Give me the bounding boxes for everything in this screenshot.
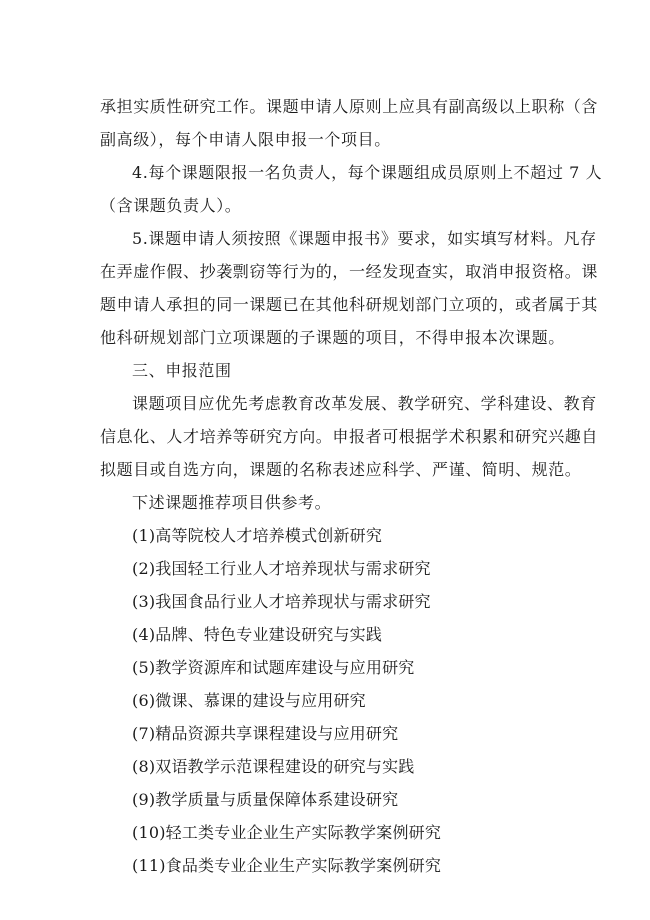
paragraph-line: 题申请人承担的同一课题已在其他科研规划部门立项的，或者属于其 — [100, 295, 599, 314]
topic-item: (10)轻工类专业企业生产实际教学案例研究 — [132, 823, 442, 842]
paragraph-line: 承担实质性研究工作。课题申请人原则上应具有副高级以上职称（含 — [100, 97, 599, 116]
paragraph-line: 他科研规划部门立项课题的子课题的项目，不得申报本次课题。 — [100, 328, 565, 347]
topic-item: (2)我国轻工行业人才培养现状与需求研究 — [132, 559, 431, 578]
paragraph-line: 拟题目或自选方向，课题的名称表述应科学、严谨、简明、规范。 — [100, 460, 582, 479]
topic-item: (11)食品类专业企业生产实际教学案例研究 — [132, 856, 442, 875]
topic-item: (8)双语教学示范课程建设的研究与实践 — [132, 757, 415, 776]
paragraph-line: 信息化、人才培养等研究方向。申报者可根据学术积累和研究兴趣自 — [100, 427, 599, 446]
paragraph-line: 4.每个课题限报一名负责人，每个课题组成员原则上不超过 7 人 — [132, 163, 603, 182]
topic-item: (4)品牌、特色专业建设研究与实践 — [132, 625, 383, 644]
paragraph-line: （含课题负责人）。 — [100, 196, 242, 215]
section-heading: 三、申报范围 — [132, 361, 232, 380]
topic-item: (6)微课、慕课的建设与应用研究 — [132, 691, 366, 710]
paragraph-line: 5.课题申请人须按照《课题申报书》要求，如实填写材料。凡存 — [132, 229, 597, 248]
paragraph-line: 副高级），每个申请人限申报一个项目。 — [100, 130, 391, 149]
topic-item: (9)教学质量与质量保障体系建设研究 — [132, 790, 399, 809]
paragraph-line: 下述课题推荐项目供参考。 — [132, 493, 332, 512]
topic-item: (7)精品资源共享课程建设与应用研究 — [132, 724, 399, 743]
paragraph-line: 课题项目应优先考虑教育改革发展、教学研究、学科建设、教育 — [132, 394, 597, 413]
paragraph-line: 在弄虚作假、抄袭剽窃等行为的，一经发现查实，取消申报资格。课 — [100, 262, 599, 281]
topic-item: (5)教学资源库和试题库建设与应用研究 — [132, 658, 415, 677]
topic-item: (3)我国食品行业人才培养现状与需求研究 — [132, 592, 431, 611]
topic-item: (1)高等院校人才培养模式创新研究 — [132, 526, 383, 545]
